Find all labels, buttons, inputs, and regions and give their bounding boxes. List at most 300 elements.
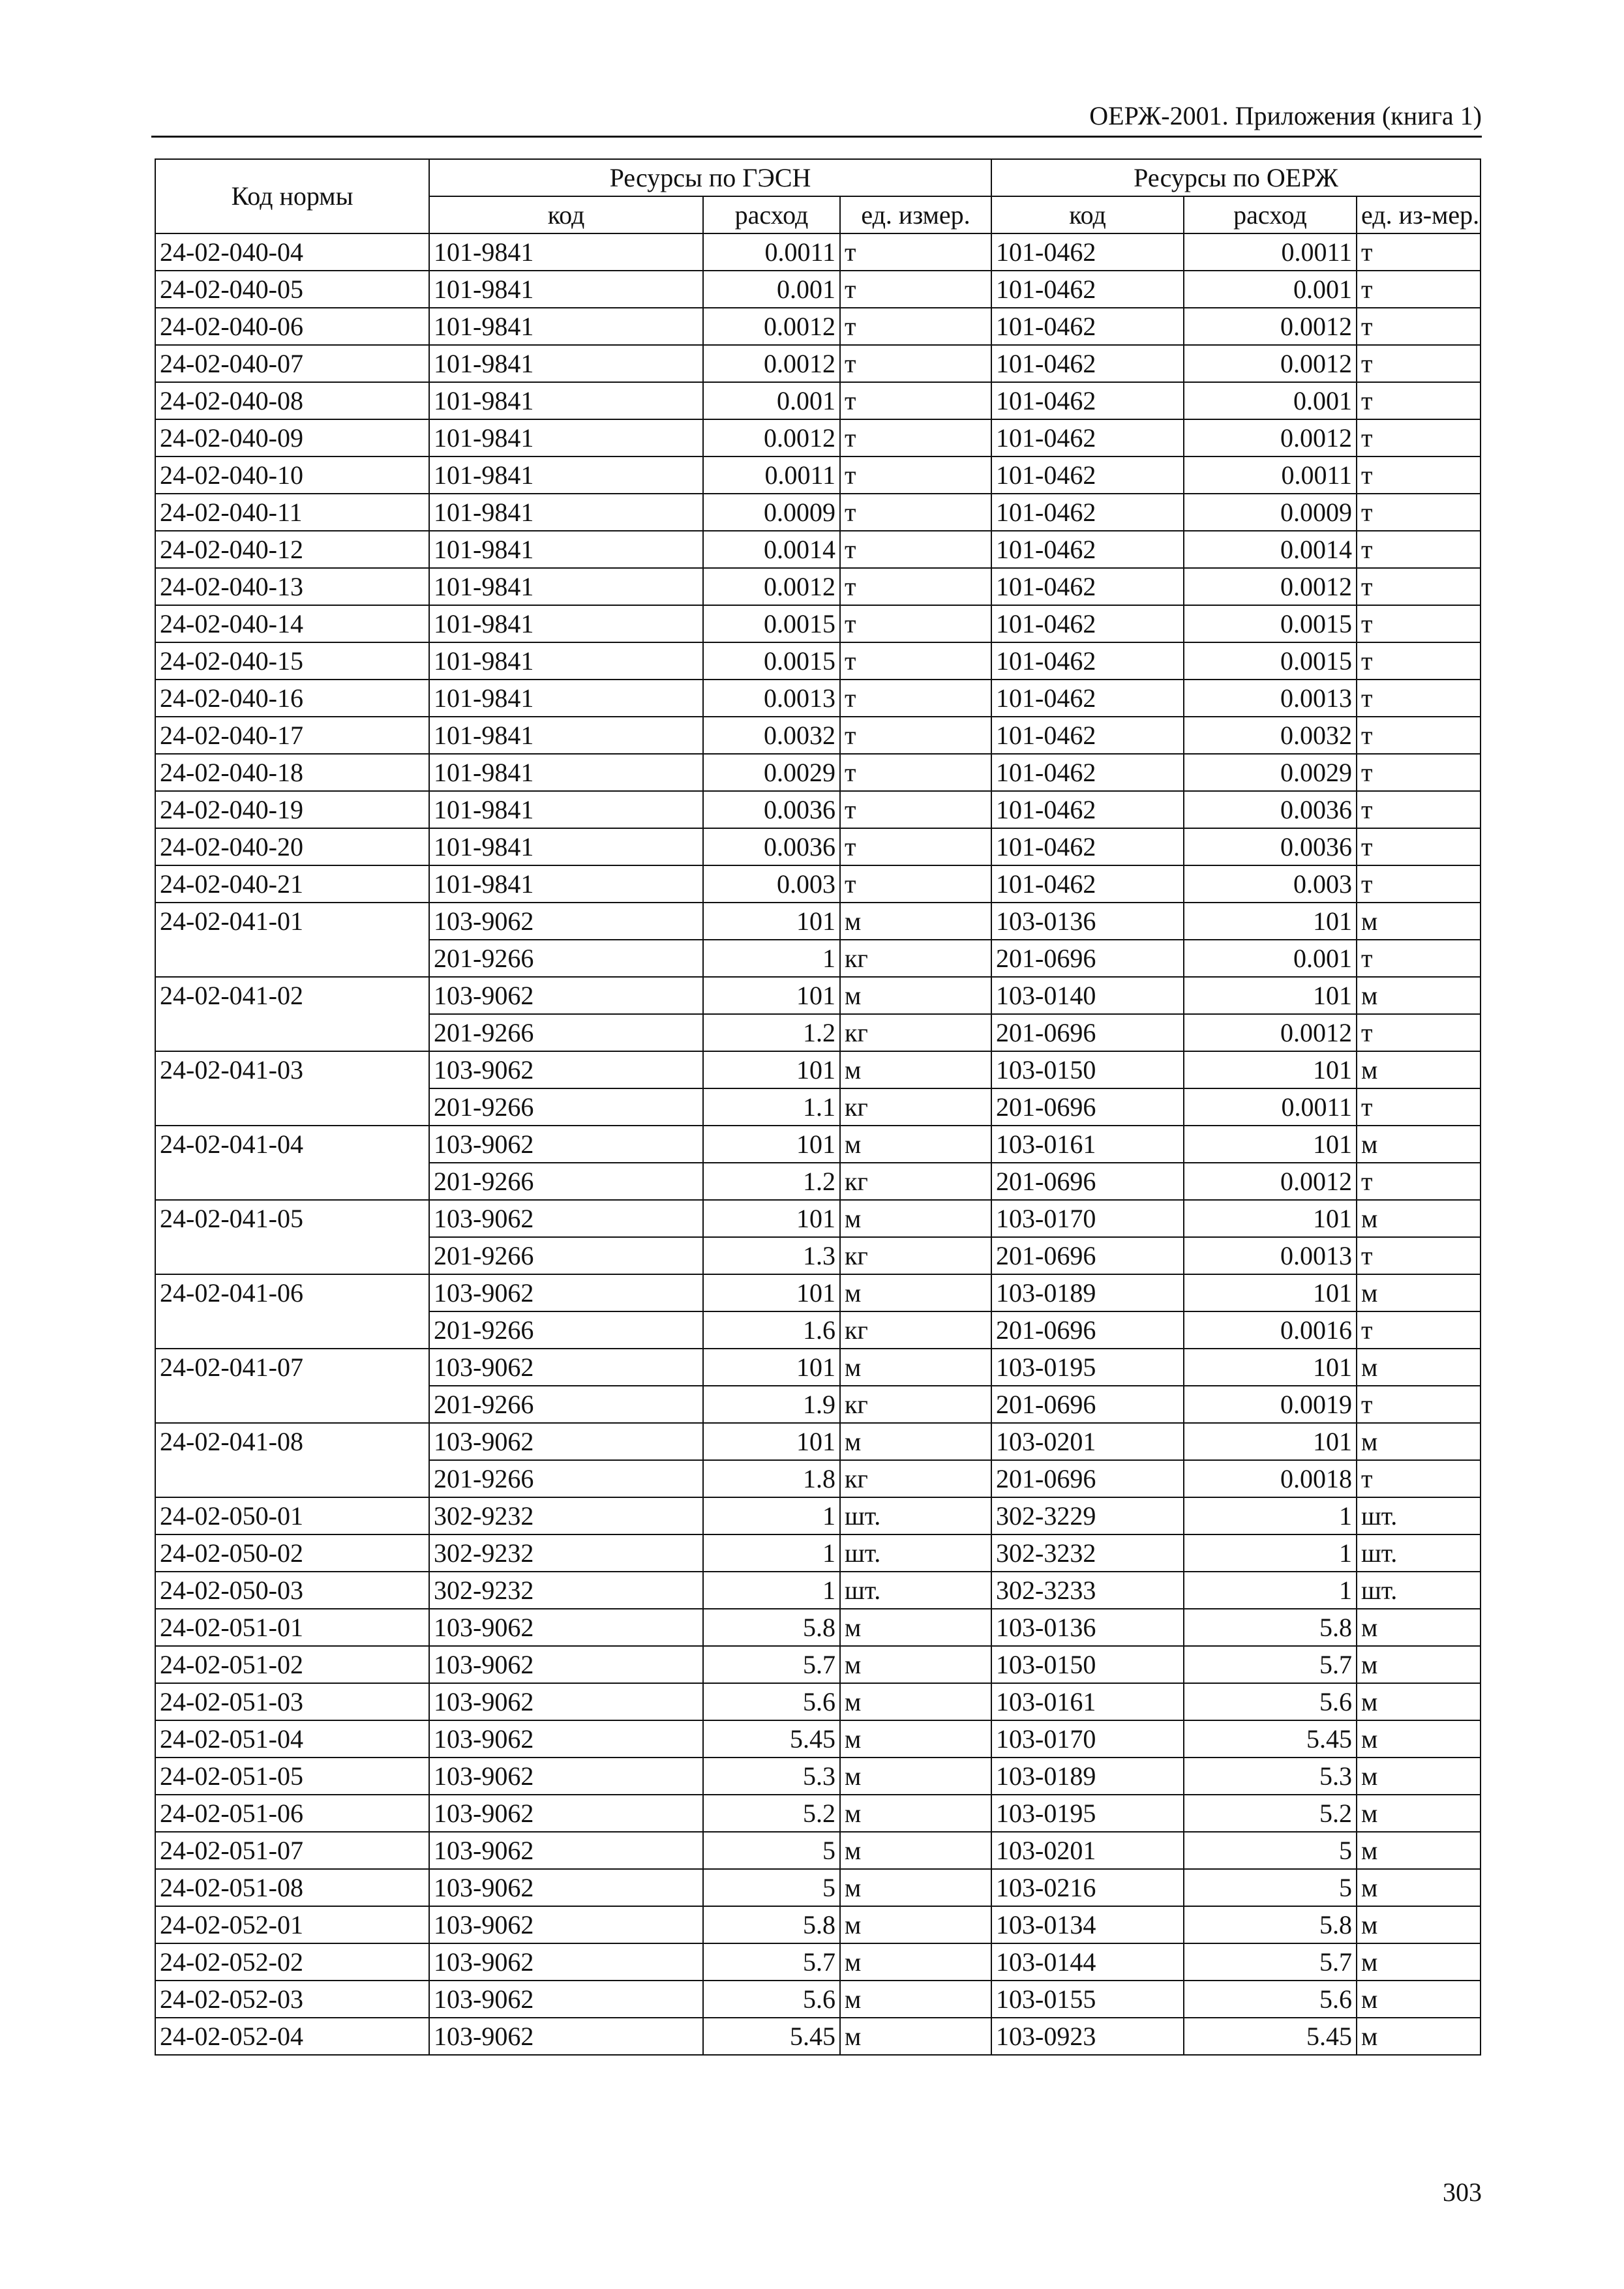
oerzh-unit-cell: шт.	[1357, 1534, 1481, 1572]
gesn-amount-cell: 5.3	[703, 1758, 840, 1795]
oerzh-unit-cell: шт.	[1357, 1497, 1481, 1534]
table-row	[155, 2018, 1481, 2055]
oerzh-code-cell: 302-3233	[991, 1572, 1184, 1609]
gesn-code-cell: 101-9841	[429, 828, 703, 865]
norm-code-cell: 24-02-040-08	[155, 382, 429, 419]
gesn-code-cell: 103-9062	[429, 1423, 703, 1460]
gesn-unit-cell: кг	[840, 1163, 991, 1200]
norm-code-cell	[155, 1460, 429, 1497]
norm-code-cell: 24-02-052-02	[155, 1943, 429, 1981]
gesn-code-cell: 101-9841	[429, 308, 703, 345]
table-row	[155, 494, 1481, 531]
norm-code-cell: 24-02-041-05	[155, 1200, 429, 1237]
gesn-code-cell: 101-9841	[429, 791, 703, 828]
oerzh-unit-cell: м	[1357, 1200, 1481, 1237]
oerzh-amount-cell: 0.0012	[1184, 419, 1357, 456]
gesn-amount-cell: 101	[703, 1274, 840, 1311]
gesn-amount-cell: 5.8	[703, 1609, 840, 1646]
gesn-code-cell: 101-9841	[429, 568, 703, 605]
norm-code-cell	[155, 1014, 429, 1051]
oerzh-unit-cell: т	[1357, 382, 1481, 419]
norm-code-cell: 24-02-041-07	[155, 1349, 429, 1386]
oerzh-amount-cell: 5.45	[1184, 1720, 1357, 1758]
gesn-amount-cell: 5.8	[703, 1906, 840, 1943]
oerzh-unit-cell: т	[1357, 531, 1481, 568]
norm-code-cell: 24-02-041-04	[155, 1126, 429, 1163]
oerzh-amount-cell: 0.0019	[1184, 1386, 1357, 1423]
gesn-unit-cell: шт.	[840, 1497, 991, 1534]
gesn-amount-cell: 0.0036	[703, 828, 840, 865]
gesn-amount-cell: 0.003	[703, 865, 840, 903]
norm-code-cell	[155, 1163, 429, 1200]
gesn-code-cell: 302-9232	[429, 1497, 703, 1534]
gesn-amount-cell: 0.0012	[703, 568, 840, 605]
table-row	[155, 1646, 1481, 1683]
oerzh-unit-cell: т	[1357, 940, 1481, 977]
oerzh-code-cell: 201-0696	[991, 1237, 1184, 1274]
oerzh-code-cell: 103-0144	[991, 1943, 1184, 1981]
gesn-unit-cell: м	[840, 1126, 991, 1163]
oerzh-amount-cell: 0.001	[1184, 940, 1357, 977]
gesn-code-cell: 103-9062	[429, 1609, 703, 1646]
table-row	[155, 865, 1481, 903]
oerzh-code-cell: 103-0170	[991, 1720, 1184, 1758]
oerzh-amount-cell: 0.0036	[1184, 791, 1357, 828]
oerzh-code-cell: 101-0462	[991, 605, 1184, 642]
gesn-code-cell: 103-9062	[429, 1869, 703, 1906]
table-row	[155, 1609, 1481, 1646]
gesn-code-cell: 103-9062	[429, 1943, 703, 1981]
gesn-unit-cell: шт.	[840, 1534, 991, 1572]
oerzh-unit-cell: м	[1357, 2018, 1481, 2055]
table-row	[155, 1237, 1481, 1274]
oerzh-amount-cell: 101	[1184, 1126, 1357, 1163]
oerzh-code-cell: 201-0696	[991, 1386, 1184, 1423]
oerzh-amount-cell: 0.0009	[1184, 494, 1357, 531]
oerzh-code-cell: 201-0696	[991, 1014, 1184, 1051]
oerzh-unit-cell: т	[1357, 233, 1481, 271]
norm-code-cell: 24-02-041-06	[155, 1274, 429, 1311]
header-gesn-amount: расход	[703, 196, 840, 233]
oerzh-code-cell: 201-0696	[991, 1088, 1184, 1126]
norm-code-cell	[155, 1311, 429, 1349]
gesn-code-cell: 101-9841	[429, 233, 703, 271]
gesn-amount-cell: 1	[703, 1572, 840, 1609]
oerzh-code-cell: 103-0201	[991, 1423, 1184, 1460]
oerzh-code-cell: 103-0134	[991, 1906, 1184, 1943]
gesn-code-cell: 103-9062	[429, 977, 703, 1014]
norm-code-cell: 24-02-040-06	[155, 308, 429, 345]
norm-code-cell: 24-02-040-18	[155, 754, 429, 791]
oerzh-unit-cell: т	[1357, 1311, 1481, 1349]
gesn-code-cell: 201-9266	[429, 1088, 703, 1126]
oerzh-code-cell: 103-0189	[991, 1274, 1184, 1311]
gesn-code-cell: 101-9841	[429, 865, 703, 903]
oerzh-code-cell: 103-0136	[991, 903, 1184, 940]
table-row	[155, 717, 1481, 754]
oerzh-amount-cell: 101	[1184, 903, 1357, 940]
gesn-unit-cell: м	[840, 1906, 991, 1943]
oerzh-amount-cell: 5.2	[1184, 1795, 1357, 1832]
page-header	[151, 97, 1482, 136]
oerzh-code-cell: 103-0216	[991, 1869, 1184, 1906]
oerzh-amount-cell: 0.0012	[1184, 1163, 1357, 1200]
oerzh-unit-cell: м	[1357, 1795, 1481, 1832]
gesn-unit-cell: т	[840, 308, 991, 345]
gesn-unit-cell: т	[840, 382, 991, 419]
gesn-code-cell: 101-9841	[429, 494, 703, 531]
oerzh-code-cell: 101-0462	[991, 308, 1184, 345]
table-row	[155, 1795, 1481, 1832]
table-row	[155, 1386, 1481, 1423]
gesn-unit-cell: т	[840, 791, 991, 828]
gesn-amount-cell: 5.2	[703, 1795, 840, 1832]
oerzh-amount-cell: 0.0011	[1184, 456, 1357, 494]
oerzh-amount-cell: 0.0013	[1184, 680, 1357, 717]
gesn-unit-cell: м	[840, 1609, 991, 1646]
oerzh-unit-cell: т	[1357, 1237, 1481, 1274]
oerzh-code-cell: 302-3229	[991, 1497, 1184, 1534]
table-row	[155, 903, 1481, 940]
gesn-unit-cell: т	[840, 494, 991, 531]
table-row	[155, 1943, 1481, 1981]
gesn-amount-cell: 1.9	[703, 1386, 840, 1423]
norm-code-cell: 24-02-040-21	[155, 865, 429, 903]
norm-code-cell: 24-02-040-15	[155, 642, 429, 680]
gesn-amount-cell: 101	[703, 1423, 840, 1460]
norm-code-cell: 24-02-040-20	[155, 828, 429, 865]
norm-code-cell: 24-02-051-05	[155, 1758, 429, 1795]
header-norm-code: Код нормы	[155, 159, 429, 233]
gesn-unit-cell: т	[840, 419, 991, 456]
oerzh-amount-cell: 0.001	[1184, 382, 1357, 419]
gesn-unit-cell: т	[840, 271, 991, 308]
gesn-unit-cell: т	[840, 605, 991, 642]
gesn-amount-cell: 1.2	[703, 1014, 840, 1051]
table-row	[155, 1051, 1481, 1088]
gesn-amount-cell: 101	[703, 1051, 840, 1088]
gesn-unit-cell: т	[840, 865, 991, 903]
oerzh-unit-cell: м	[1357, 1646, 1481, 1683]
oerzh-amount-cell: 0.0011	[1184, 1088, 1357, 1126]
oerzh-unit-cell: м	[1357, 1869, 1481, 1906]
norm-code-cell: 24-02-051-02	[155, 1646, 429, 1683]
gesn-amount-cell: 5.6	[703, 1981, 840, 2018]
gesn-unit-cell: м	[840, 977, 991, 1014]
oerzh-amount-cell: 0.0011	[1184, 233, 1357, 271]
gesn-amount-cell: 5.7	[703, 1646, 840, 1683]
gesn-code-cell: 101-9841	[429, 345, 703, 382]
gesn-code-cell: 103-9062	[429, 1720, 703, 1758]
oerzh-code-cell: 101-0462	[991, 680, 1184, 717]
gesn-amount-cell: 1.6	[703, 1311, 840, 1349]
oerzh-amount-cell: 5	[1184, 1869, 1357, 1906]
oerzh-unit-cell: м	[1357, 1720, 1481, 1758]
norm-code-cell	[155, 1088, 429, 1126]
oerzh-unit-cell: м	[1357, 1758, 1481, 1795]
gesn-amount-cell: 1	[703, 1534, 840, 1572]
norm-code-cell: 24-02-041-01	[155, 903, 429, 940]
gesn-amount-cell: 0.0011	[703, 456, 840, 494]
oerzh-amount-cell: 0.0013	[1184, 1237, 1357, 1274]
oerzh-amount-cell: 0.0012	[1184, 345, 1357, 382]
oerzh-amount-cell: 101	[1184, 1274, 1357, 1311]
norm-code-cell: 24-02-052-03	[155, 1981, 429, 2018]
oerzh-code-cell: 103-0155	[991, 1981, 1184, 2018]
oerzh-amount-cell: 0.003	[1184, 865, 1357, 903]
gesn-unit-cell: т	[840, 568, 991, 605]
oerzh-amount-cell: 101	[1184, 1423, 1357, 1460]
gesn-code-cell: 103-9062	[429, 1981, 703, 2018]
oerzh-amount-cell: 101	[1184, 977, 1357, 1014]
table-header	[155, 159, 1481, 233]
table-row	[155, 1088, 1481, 1126]
norm-code-cell: 24-02-050-01	[155, 1497, 429, 1534]
oerzh-unit-cell: шт.	[1357, 1572, 1481, 1609]
oerzh-amount-cell: 1	[1184, 1497, 1357, 1534]
table-row	[155, 1014, 1481, 1051]
oerzh-code-cell: 101-0462	[991, 233, 1184, 271]
norm-code-cell	[155, 940, 429, 977]
gesn-code-cell: 103-9062	[429, 1200, 703, 1237]
header-oerzh-code: код	[991, 196, 1184, 233]
oerzh-amount-cell: 5.8	[1184, 1906, 1357, 1943]
table-row	[155, 1832, 1481, 1869]
gesn-amount-cell: 0.0015	[703, 642, 840, 680]
gesn-amount-cell: 1.8	[703, 1460, 840, 1497]
gesn-amount-cell: 1.1	[703, 1088, 840, 1126]
gesn-code-cell: 201-9266	[429, 1460, 703, 1497]
gesn-unit-cell: т	[840, 456, 991, 494]
gesn-amount-cell: 101	[703, 1200, 840, 1237]
gesn-unit-cell: м	[840, 1832, 991, 1869]
oerzh-code-cell: 101-0462	[991, 754, 1184, 791]
gesn-unit-cell: м	[840, 1646, 991, 1683]
gesn-unit-cell: кг	[840, 1386, 991, 1423]
gesn-code-cell: 103-9062	[429, 1758, 703, 1795]
gesn-code-cell: 101-9841	[429, 680, 703, 717]
norm-code-cell: 24-02-041-08	[155, 1423, 429, 1460]
gesn-code-cell: 201-9266	[429, 1163, 703, 1200]
table-row	[155, 382, 1481, 419]
oerzh-unit-cell: т	[1357, 1014, 1481, 1051]
table-row	[155, 1683, 1481, 1720]
gesn-unit-cell: кг	[840, 1237, 991, 1274]
gesn-unit-cell: м	[840, 1423, 991, 1460]
gesn-unit-cell: т	[840, 345, 991, 382]
gesn-code-cell: 101-9841	[429, 531, 703, 568]
gesn-unit-cell: т	[840, 680, 991, 717]
gesn-amount-cell: 101	[703, 1349, 840, 1386]
gesn-amount-cell: 0.0013	[703, 680, 840, 717]
gesn-code-cell: 103-9062	[429, 1349, 703, 1386]
table-row	[155, 1720, 1481, 1758]
gesn-amount-cell: 5.45	[703, 2018, 840, 2055]
gesn-unit-cell: м	[840, 1051, 991, 1088]
gesn-unit-cell: т	[840, 754, 991, 791]
oerzh-code-cell: 101-0462	[991, 828, 1184, 865]
oerzh-amount-cell: 0.001	[1184, 271, 1357, 308]
oerzh-unit-cell: т	[1357, 754, 1481, 791]
norm-code-cell: 24-02-051-06	[155, 1795, 429, 1832]
oerzh-code-cell: 101-0462	[991, 494, 1184, 531]
oerzh-amount-cell: 1	[1184, 1534, 1357, 1572]
table-row	[155, 568, 1481, 605]
oerzh-code-cell: 101-0462	[991, 345, 1184, 382]
oerzh-code-cell: 103-0161	[991, 1683, 1184, 1720]
oerzh-unit-cell: т	[1357, 717, 1481, 754]
gesn-code-cell: 103-9062	[429, 1274, 703, 1311]
table-row	[155, 642, 1481, 680]
oerzh-amount-cell: 0.0015	[1184, 642, 1357, 680]
gesn-unit-cell: кг	[840, 1088, 991, 1126]
oerzh-unit-cell: м	[1357, 1683, 1481, 1720]
gesn-code-cell: 201-9266	[429, 940, 703, 977]
oerzh-code-cell: 103-0195	[991, 1795, 1184, 1832]
table-row	[155, 1758, 1481, 1795]
table-row	[155, 419, 1481, 456]
oerzh-unit-cell: т	[1357, 1163, 1481, 1200]
table-row	[155, 1869, 1481, 1906]
norm-code-cell: 24-02-040-19	[155, 791, 429, 828]
gesn-code-cell: 103-9062	[429, 903, 703, 940]
gesn-code-cell: 101-9841	[429, 717, 703, 754]
gesn-unit-cell: кг	[840, 940, 991, 977]
norm-code-cell: 24-02-050-03	[155, 1572, 429, 1609]
table-row	[155, 1200, 1481, 1237]
gesn-code-cell: 103-9062	[429, 1051, 703, 1088]
table-row	[155, 1349, 1481, 1386]
gesn-unit-cell: м	[840, 903, 991, 940]
header-group-gesn: Ресурсы по ГЭСН	[429, 159, 991, 196]
oerzh-unit-cell: т	[1357, 605, 1481, 642]
oerzh-unit-cell: т	[1357, 271, 1481, 308]
oerzh-code-cell: 103-0150	[991, 1051, 1184, 1088]
oerzh-code-cell: 101-0462	[991, 531, 1184, 568]
oerzh-code-cell: 101-0462	[991, 791, 1184, 828]
table-row	[155, 1311, 1481, 1349]
gesn-amount-cell: 0.001	[703, 382, 840, 419]
gesn-code-cell: 103-9062	[429, 2018, 703, 2055]
gesn-unit-cell: т	[840, 828, 991, 865]
gesn-code-cell: 103-9062	[429, 1646, 703, 1683]
table-row	[155, 1981, 1481, 2018]
oerzh-code-cell: 201-0696	[991, 1311, 1184, 1349]
oerzh-unit-cell: м	[1357, 1943, 1481, 1981]
gesn-amount-cell: 0.0012	[703, 419, 840, 456]
table-row	[155, 1497, 1481, 1534]
gesn-unit-cell: т	[840, 717, 991, 754]
gesn-code-cell: 101-9841	[429, 419, 703, 456]
norm-code-cell: 24-02-052-04	[155, 2018, 429, 2055]
oerzh-code-cell: 103-0195	[991, 1349, 1184, 1386]
table-row	[155, 1534, 1481, 1572]
gesn-unit-cell: м	[840, 1200, 991, 1237]
table-row	[155, 828, 1481, 865]
gesn-unit-cell: м	[840, 1981, 991, 2018]
gesn-unit-cell: кг	[840, 1311, 991, 1349]
gesn-unit-cell: м	[840, 2018, 991, 2055]
gesn-amount-cell: 0.001	[703, 271, 840, 308]
gesn-code-cell: 103-9062	[429, 1832, 703, 1869]
norm-code-cell: 24-02-040-12	[155, 531, 429, 568]
table-row	[155, 1460, 1481, 1497]
oerzh-code-cell: 101-0462	[991, 717, 1184, 754]
oerzh-unit-cell: м	[1357, 1051, 1481, 1088]
oerzh-amount-cell: 0.0029	[1184, 754, 1357, 791]
oerzh-unit-cell: т	[1357, 1088, 1481, 1126]
table-row	[155, 531, 1481, 568]
oerzh-amount-cell: 0.0016	[1184, 1311, 1357, 1349]
gesn-code-cell: 103-9062	[429, 1906, 703, 1943]
gesn-unit-cell: кг	[840, 1014, 991, 1051]
oerzh-amount-cell: 0.0012	[1184, 1014, 1357, 1051]
norm-code-cell: 24-02-051-03	[155, 1683, 429, 1720]
table-row	[155, 791, 1481, 828]
oerzh-amount-cell: 5.6	[1184, 1981, 1357, 2018]
gesn-amount-cell: 1	[703, 940, 840, 977]
norm-code-cell: 24-02-040-11	[155, 494, 429, 531]
norm-code-cell	[155, 1237, 429, 1274]
norm-code-cell: 24-02-040-16	[155, 680, 429, 717]
oerzh-amount-cell: 5.3	[1184, 1758, 1357, 1795]
norm-code-cell: 24-02-040-05	[155, 271, 429, 308]
gesn-code-cell: 103-9062	[429, 1126, 703, 1163]
norm-code-cell: 24-02-051-08	[155, 1869, 429, 1906]
oerzh-unit-cell: м	[1357, 977, 1481, 1014]
oerzh-unit-cell: м	[1357, 903, 1481, 940]
gesn-amount-cell: 5.7	[703, 1943, 840, 1981]
oerzh-code-cell: 103-0923	[991, 2018, 1184, 2055]
oerzh-code-cell: 201-0696	[991, 1460, 1184, 1497]
oerzh-unit-cell: м	[1357, 1832, 1481, 1869]
gesn-unit-cell: шт.	[840, 1572, 991, 1609]
gesn-code-cell: 101-9841	[429, 382, 703, 419]
gesn-amount-cell: 0.0036	[703, 791, 840, 828]
oerzh-unit-cell: т	[1357, 568, 1481, 605]
gesn-amount-cell: 0.0012	[703, 345, 840, 382]
oerzh-amount-cell: 101	[1184, 1051, 1357, 1088]
norm-code-cell: 24-02-040-13	[155, 568, 429, 605]
gesn-unit-cell: м	[840, 1274, 991, 1311]
gesn-amount-cell: 101	[703, 903, 840, 940]
norm-code-cell: 24-02-040-17	[155, 717, 429, 754]
table-row	[155, 940, 1481, 977]
table-body	[155, 233, 1481, 2055]
oerzh-amount-cell: 1	[1184, 1572, 1357, 1609]
table-row	[155, 308, 1481, 345]
oerzh-unit-cell: м	[1357, 1609, 1481, 1646]
norm-code-cell: 24-02-051-04	[155, 1720, 429, 1758]
table-row	[155, 271, 1481, 308]
table-row	[155, 680, 1481, 717]
table-row	[155, 1126, 1481, 1163]
oerzh-amount-cell: 0.0012	[1184, 308, 1357, 345]
gesn-amount-cell: 0.0011	[703, 233, 840, 271]
norm-code-cell: 24-02-041-02	[155, 977, 429, 1014]
oerzh-amount-cell: 0.0012	[1184, 568, 1357, 605]
gesn-unit-cell: м	[840, 1795, 991, 1832]
header-group-oerzh: Ресурсы по ОЕРЖ	[991, 159, 1481, 196]
gesn-amount-cell: 1.2	[703, 1163, 840, 1200]
header-divider	[151, 136, 1482, 138]
oerzh-code-cell: 201-0696	[991, 1163, 1184, 1200]
oerzh-unit-cell: т	[1357, 828, 1481, 865]
gesn-code-cell: 201-9266	[429, 1311, 703, 1349]
oerzh-code-cell: 103-0140	[991, 977, 1184, 1014]
gesn-amount-cell: 5	[703, 1869, 840, 1906]
oerzh-code-cell: 101-0462	[991, 382, 1184, 419]
